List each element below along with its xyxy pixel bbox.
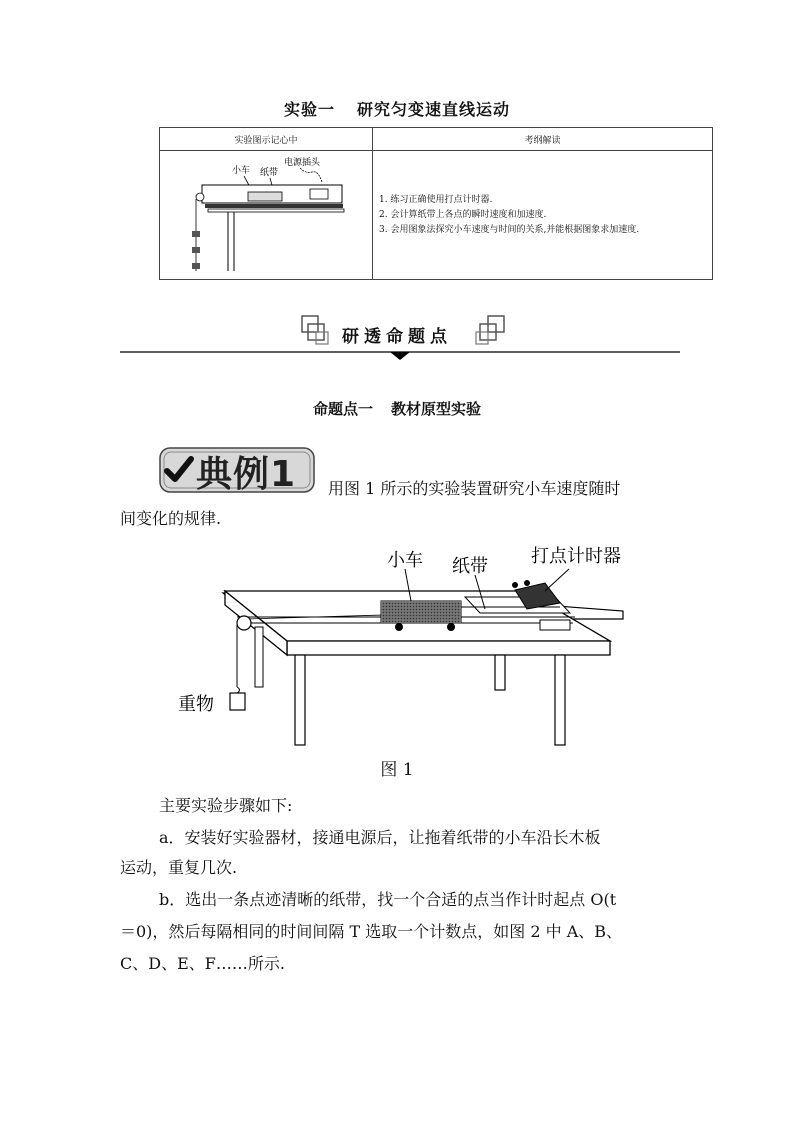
- small-car-label: 小车: [232, 166, 251, 176]
- step-b-line3: C、D、E、F……所示.: [120, 954, 285, 973]
- step-b-line1: b．选出一条点迹清晰的纸带，找一个合适的点当作计时起点 O(t: [159, 890, 617, 909]
- step-b-line2: ＝0)，然后每隔相同的时间间隔 T 选取一个计数点，如图 2 中 A、B、: [120, 922, 623, 941]
- syllabus-item: 2. 会计算纸带上各点的瞬时速度和加速度.: [379, 209, 547, 220]
- title-part1: 实验一: [283, 100, 335, 119]
- table-cell-syllabus: [373, 151, 713, 280]
- topic-heading: [0, 398, 794, 419]
- section-banner-title: 研透命题点: [342, 327, 452, 347]
- experiment-info-table: [159, 127, 713, 280]
- syllabus-item: 3. 会用图象法探究小车速度与时间的关系,并能根据图象求加速度.: [379, 224, 640, 235]
- small-apparatus-diagram: [160, 151, 372, 279]
- figure-label-car: 小车: [387, 550, 423, 571]
- step-a-line2: 运动，重复几次.: [120, 858, 238, 877]
- topic-heading-part2: 教材原型实验: [391, 400, 482, 418]
- table-header-syllabus: 考纲解读: [373, 128, 713, 151]
- topic-heading-part1: 命题点一: [312, 400, 373, 418]
- table-header-diagram: 实验图示记心中: [160, 128, 373, 151]
- example-badge-label: 典例1: [196, 454, 297, 495]
- table-cell-diagram: [160, 151, 373, 280]
- figure-label-weight: 重物: [178, 694, 214, 715]
- step-a-line1: a．安装好实验器材，接通电源后，让拖着纸带的小车沿长木板: [159, 828, 601, 847]
- figure-label-tape: 纸带: [452, 556, 488, 577]
- example-intro-line2: 间变化的规律.: [120, 509, 222, 528]
- steps-heading: 主要实验步骤如下:: [159, 796, 293, 815]
- small-tape-label: 纸带: [260, 168, 279, 178]
- figure-label-timer: 打点计时器: [531, 546, 621, 567]
- syllabus-item: 1. 练习正确使用打点计时器.: [379, 194, 493, 205]
- title-part2: 研究匀变速直线运动: [357, 100, 511, 119]
- apparatus-figure: [175, 545, 645, 755]
- page-title: [0, 97, 794, 120]
- figure-caption: 图 1: [380, 760, 414, 780]
- example-intro-line1: 用图 1 所示的实验装置研究小车速度随时: [328, 479, 621, 498]
- small-plug-label: 电源插头: [284, 158, 321, 168]
